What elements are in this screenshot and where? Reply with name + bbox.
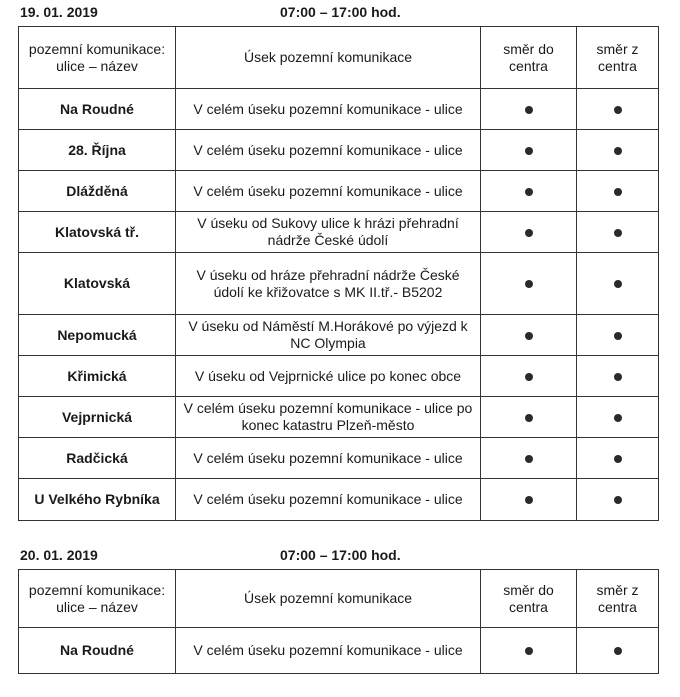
- to-center-cell: [481, 479, 577, 521]
- from-center-cell: [577, 479, 659, 521]
- table-row: [19, 89, 659, 130]
- section-header: [0, 0, 680, 22]
- section-date: 20. 01. 2019: [20, 547, 98, 563]
- table-header-row: [19, 27, 659, 89]
- table-header-row: [19, 570, 659, 628]
- table-row: [19, 438, 659, 479]
- to-center-cell: [481, 89, 577, 130]
- table-row: [19, 479, 659, 521]
- section-header: [0, 543, 680, 565]
- to-center-cell: [481, 212, 577, 253]
- section-time: 07:00 – 17:00 hod.: [280, 4, 401, 20]
- header-street: pozemní komunikace: ulice – název: [19, 27, 176, 89]
- bullet-dot-icon: [614, 455, 622, 463]
- from-center-cell: [577, 89, 659, 130]
- closure-table: [18, 569, 659, 674]
- header-segment: Úsek pozemní komunikace: [176, 27, 481, 89]
- to-center-cell: [481, 253, 577, 315]
- segment-desc: V úseku od Náměstí M.Horákové po výjezd k NC Olympia: [176, 315, 481, 356]
- street-name: Radčická: [19, 438, 176, 479]
- bullet-dot-icon: [525, 280, 533, 288]
- bullet-dot-icon: [614, 147, 622, 155]
- table-row: [19, 171, 659, 212]
- section-2: [0, 543, 680, 658]
- table-row: [19, 253, 659, 315]
- table-row: [19, 356, 659, 397]
- table-row: [19, 628, 659, 674]
- to-center-cell: [481, 315, 577, 356]
- segment-desc: V celém úseku pozemní komunikace - ulice: [176, 479, 481, 521]
- street-name: Nepomucká: [19, 315, 176, 356]
- bullet-dot-icon: [525, 496, 533, 504]
- segment-desc: V celém úseku pozemní komunikace - ulice: [176, 628, 481, 674]
- to-center-cell: [481, 356, 577, 397]
- bullet-dot-icon: [525, 106, 533, 114]
- to-center-cell: [481, 397, 577, 438]
- to-center-cell: [481, 628, 577, 674]
- bullet-dot-icon: [525, 455, 533, 463]
- segment-desc: V celém úseku pozemní komunikace - ulice: [176, 438, 481, 479]
- bullet-dot-icon: [525, 229, 533, 237]
- bullet-dot-icon: [525, 373, 533, 381]
- bullet-dot-icon: [614, 106, 622, 114]
- street-name: 28. Října: [19, 130, 176, 171]
- segment-desc: V celém úseku pozemní komunikace - ulice po konec katastru Plzeň-město: [176, 397, 481, 438]
- from-center-cell: [577, 315, 659, 356]
- street-name: U Velkého Rybníka: [19, 479, 176, 521]
- bullet-dot-icon: [614, 332, 622, 340]
- table-row: [19, 315, 659, 356]
- street-name: Na Roudné: [19, 628, 176, 674]
- bullet-dot-icon: [614, 496, 622, 504]
- bullet-dot-icon: [614, 373, 622, 381]
- from-center-cell: [577, 212, 659, 253]
- from-center-cell: [577, 171, 659, 212]
- table-row: [19, 397, 659, 438]
- header-street: pozemní komunikace: ulice – název: [19, 570, 176, 628]
- bullet-dot-icon: [525, 332, 533, 340]
- segment-desc: V úseku od Sukovy ulice k hrázi přehradní nádrže České údolí: [176, 212, 481, 253]
- bullet-dot-icon: [614, 647, 622, 655]
- table-row: [19, 130, 659, 171]
- header-to-center: směr do centra: [481, 570, 577, 628]
- section-time: 07:00 – 17:00 hod.: [280, 547, 401, 563]
- bullet-dot-icon: [525, 147, 533, 155]
- segment-desc: V celém úseku pozemní komunikace - ulice: [176, 171, 481, 212]
- header-to-center: směr do centra: [481, 27, 577, 89]
- to-center-cell: [481, 171, 577, 212]
- closure-table: [18, 26, 659, 521]
- from-center-cell: [577, 253, 659, 315]
- bullet-dot-icon: [614, 188, 622, 196]
- to-center-cell: [481, 130, 577, 171]
- from-center-cell: [577, 628, 659, 674]
- section-date: 19. 01. 2019: [20, 4, 98, 20]
- to-center-cell: [481, 438, 577, 479]
- header-segment: Úsek pozemní komunikace: [176, 570, 481, 628]
- segment-desc: V úseku od Vejprnické ulice po konec obce: [176, 356, 481, 397]
- from-center-cell: [577, 397, 659, 438]
- street-name: Vejprnická: [19, 397, 176, 438]
- bullet-dot-icon: [525, 414, 533, 422]
- table-row: [19, 212, 659, 253]
- bullet-dot-icon: [614, 280, 622, 288]
- segment-desc: V úseku od hráze přehradní nádrže České údolí ke křižovatce s MK II.tř.- B5202: [176, 253, 481, 315]
- from-center-cell: [577, 356, 659, 397]
- segment-desc: V celém úseku pozemní komunikace - ulice: [176, 89, 481, 130]
- street-name: Křimická: [19, 356, 176, 397]
- bullet-dot-icon: [525, 647, 533, 655]
- from-center-cell: [577, 438, 659, 479]
- bullet-dot-icon: [525, 188, 533, 196]
- bullet-dot-icon: [614, 229, 622, 237]
- from-center-cell: [577, 130, 659, 171]
- header-from-center: směr z centra: [577, 570, 659, 628]
- segment-desc: V celém úseku pozemní komunikace - ulice: [176, 130, 481, 171]
- bullet-dot-icon: [614, 414, 622, 422]
- street-name: Klatovská tř.: [19, 212, 176, 253]
- header-from-center: směr z centra: [577, 27, 659, 89]
- street-name: Na Roudné: [19, 89, 176, 130]
- street-name: Klatovská: [19, 253, 176, 315]
- street-name: Dlážděná: [19, 171, 176, 212]
